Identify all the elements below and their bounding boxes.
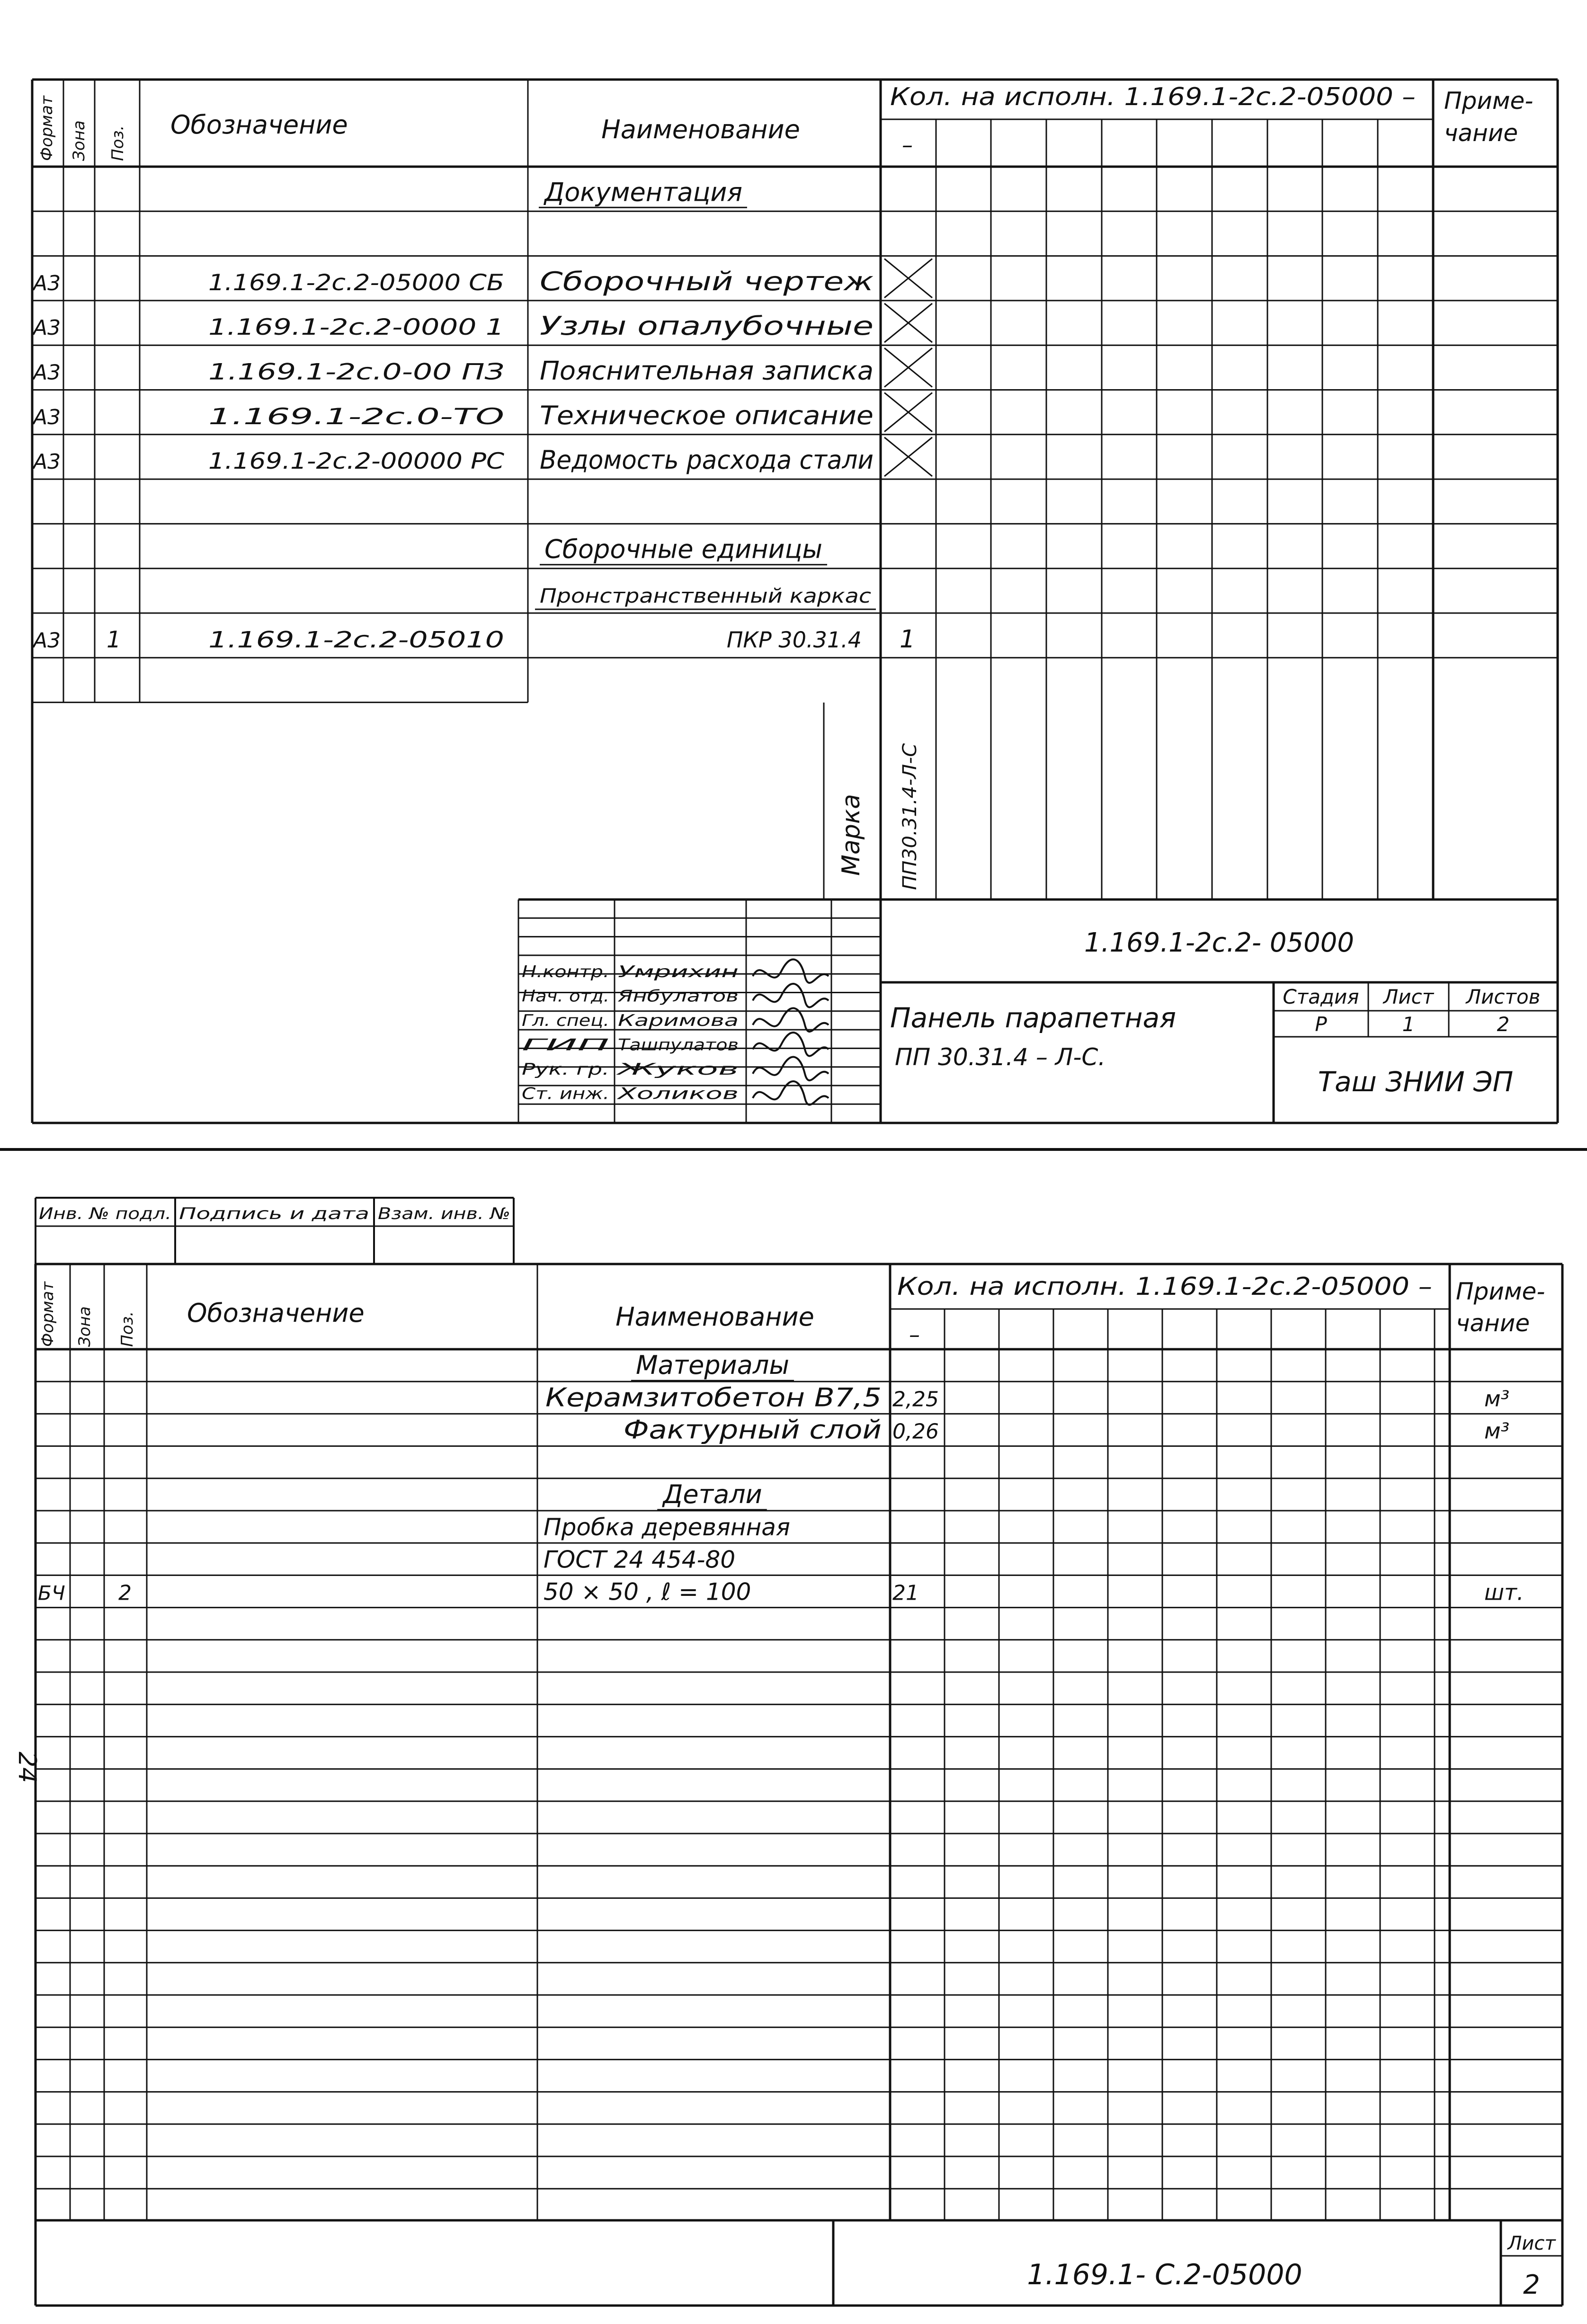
signature-scribble <box>753 1057 829 1081</box>
stamp-inv: Инв. № подл. <box>39 1204 171 1223</box>
sig-name: Янбулатов <box>617 987 739 1006</box>
row-name: Пробка деревянная <box>544 1514 790 1541</box>
row-designation: 1.169.1-2с.2-00000 РС <box>208 448 505 475</box>
sig-role: Нач. отд. <box>522 987 609 1006</box>
sig-name: Каримова <box>618 1011 739 1030</box>
sig-name: Холиков <box>616 1084 739 1104</box>
stage-value: Р <box>1315 1013 1327 1036</box>
header-pos: Поз. <box>118 1311 137 1347</box>
signature-scribble <box>753 1081 829 1105</box>
sig-role: ГИП <box>522 1035 609 1055</box>
row-name: Узлы опалубочные <box>540 311 874 341</box>
sig-name: Ташпулатов <box>618 1035 739 1055</box>
stage-label: Стадия <box>1283 985 1359 1008</box>
header-qty: Кол. на исполн. 1.169.1-2с.2-05000 – <box>897 1273 1432 1301</box>
row-format: А3 <box>33 271 61 295</box>
row-format: А3 <box>33 316 61 340</box>
row-note: м³ <box>1484 1418 1510 1444</box>
header-name: Наименование <box>601 115 800 144</box>
row-name-section: Сборочные единицы <box>544 534 823 564</box>
footer-code: 1.169.1- С.2-05000 <box>1027 2258 1302 2291</box>
row-designation: 1.169.1-2с.2-0000 1 <box>208 314 504 341</box>
row-pos: 1 <box>107 626 121 653</box>
sheet-value: 1 <box>1402 1013 1415 1036</box>
marka-label: Марка <box>837 793 865 876</box>
sig-name: Жуков <box>615 1060 739 1079</box>
sheets-label: Листов <box>1466 985 1541 1008</box>
stamp-vzam: Взам. инв. № <box>378 1204 510 1223</box>
header-note-line1: Приме- <box>1456 1278 1545 1305</box>
row-note: шт. <box>1484 1579 1524 1605</box>
header-format: Формат <box>38 1282 57 1347</box>
header-note-line2: чание <box>1456 1309 1530 1337</box>
signature-scribble <box>753 984 829 1007</box>
sig-role: Н.контр. <box>522 962 609 981</box>
header-pos: Поз. <box>108 125 127 161</box>
row-qty: 0,26 <box>892 1419 939 1444</box>
row-name-section: Детали <box>663 1479 762 1509</box>
header-zone: Зона <box>70 120 89 161</box>
signature-scribble <box>753 1033 829 1056</box>
row-name-section: Материалы <box>636 1350 789 1380</box>
doc-title-mark: ПП 30.31.4 – Л-С. <box>895 1043 1106 1071</box>
row-name: ПКР 30.31.4 <box>726 627 862 653</box>
row-format: А3 <box>33 628 61 653</box>
row-format: А3 <box>33 360 61 385</box>
row-designation: 1.169.1-2с.0-ТО <box>208 403 504 430</box>
header-qty-first: – <box>909 1322 920 1347</box>
marka-value: ПП30.31.4-Л-С <box>899 748 921 890</box>
row-name: ГОСТ 24 454-80 <box>544 1546 736 1574</box>
header-zone: Зона <box>75 1306 94 1347</box>
doc-code: 1.169.1-2с.2- 05000 <box>1084 927 1354 958</box>
row-qty: 2,25 <box>892 1387 939 1412</box>
header-note-line2: чание <box>1444 119 1518 147</box>
row-name: Пояснительная записка <box>540 356 874 386</box>
row-designation: 1.169.1-2с.2-05010 <box>208 627 504 653</box>
row-note: м³ <box>1484 1386 1510 1412</box>
row-name: Техническое описание <box>540 400 874 430</box>
sig-role: Рук. гр. <box>522 1060 609 1079</box>
row-qty: 1 <box>900 625 916 654</box>
signature-scribble <box>753 960 829 983</box>
row-name: Керамзитобетон В7,5 <box>545 1382 882 1413</box>
stamp-sign-date: Подпись и дата <box>179 1204 369 1223</box>
sheet-label: Лист <box>1383 985 1434 1008</box>
sheets-value: 2 <box>1497 1013 1510 1036</box>
row-qty: 21 <box>892 1581 919 1605</box>
sig-name: Умрихин <box>618 962 739 981</box>
organization: Таш ЗНИИ ЭП <box>1318 1066 1514 1098</box>
header-qty-first: – <box>902 132 913 158</box>
header-note-line1: Приме- <box>1444 87 1534 115</box>
row-name: Фактурный слой <box>624 1415 882 1445</box>
header-format: Формат <box>37 96 56 161</box>
footer-sheet-no: 2 <box>1523 2270 1540 2300</box>
row-designation: 1.169.1-2с.0-00 ПЗ <box>208 359 504 385</box>
row-name: Сборочный чертеж <box>540 266 874 296</box>
row-format: А3 <box>33 450 61 474</box>
row-format: БЧ <box>38 1581 65 1605</box>
row-name-sub: Пронстранственный каркас <box>540 584 871 607</box>
row-name: 50 × 50 , ℓ = 100 <box>544 1578 751 1606</box>
header-designation: Обозначение <box>187 1298 365 1328</box>
row-pos: 2 <box>118 1581 132 1605</box>
row-name: Ведомость расхода стали <box>540 445 874 475</box>
header-designation: Обозначение <box>170 110 348 140</box>
footer-sheet-label: Лист <box>1507 2233 1556 2254</box>
sig-role: Гл. спец. <box>522 1011 609 1030</box>
sig-role: Ст. инж. <box>522 1084 609 1104</box>
doc-title: Панель парапетная <box>890 1002 1177 1034</box>
margin-archive-number: 24 <box>13 1752 41 1783</box>
header-qty: Кол. на исполн. 1.169.1-2с.2-05000 – <box>890 83 1416 111</box>
row-name-section: Документация <box>544 177 742 207</box>
header-name: Наименование <box>615 1302 814 1332</box>
row-designation: 1.169.1-2с.2-05000 СБ <box>208 269 504 296</box>
row-format: А3 <box>33 405 61 429</box>
